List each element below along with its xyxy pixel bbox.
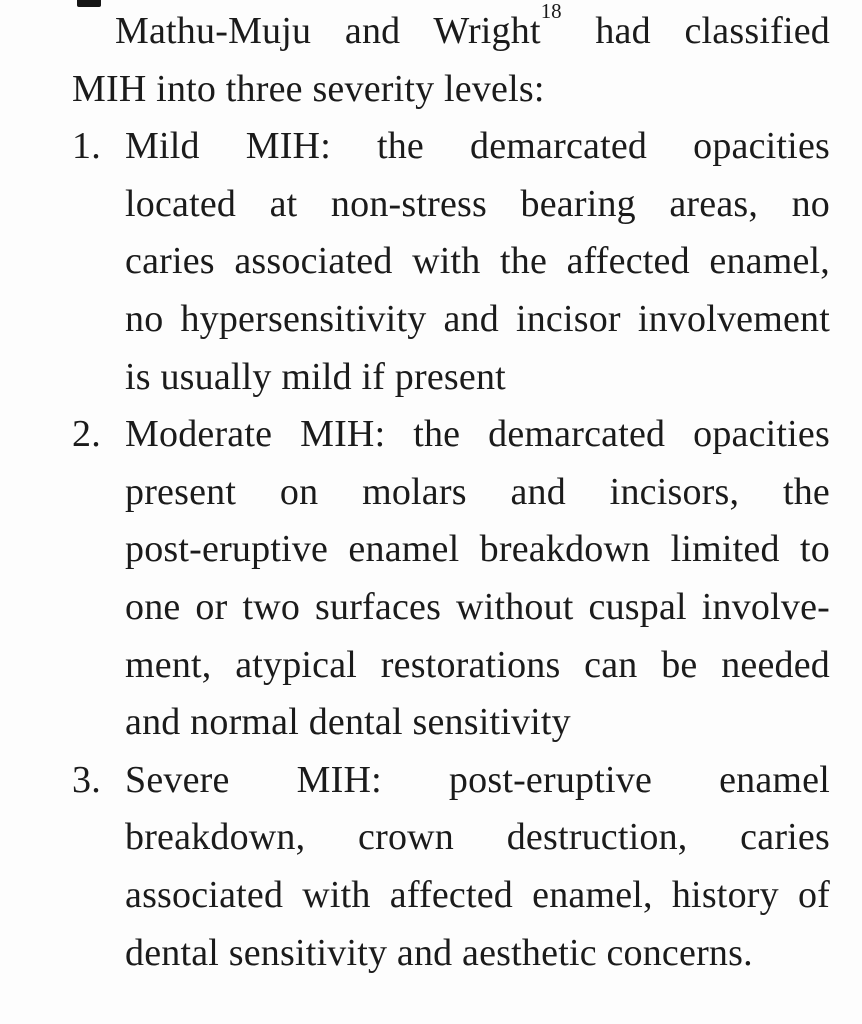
severity-list	[72, 118, 830, 982]
text-line: ment, atypical restorations can be needed	[125, 643, 830, 686]
text-line	[72, 0, 830, 61]
text-line: associated with affected enamel, history of	[125, 873, 830, 916]
list-item-number: 2.	[72, 413, 101, 456]
text-line: post-eruptive enamel breakdown limited to	[125, 528, 830, 571]
text-line: present on molars and incisors, the	[125, 470, 830, 513]
text-line: Moderate MIH: the demarcated opacities	[125, 413, 830, 456]
list-item-moderate	[72, 406, 830, 752]
text-block	[72, 0, 830, 982]
text-segment: Mathu-Muju and Wright	[115, 10, 541, 52]
list-item-number: 1.	[72, 125, 101, 168]
text-segment: had classified	[561, 10, 830, 52]
text-line: breakdown, crown destruction, caries	[125, 816, 830, 859]
text-line: one or two surfaces without cuspal involve-	[125, 585, 830, 628]
text-line: located at non-stress bearing areas, no	[125, 182, 830, 225]
intro-paragraph	[72, 0, 830, 118]
text-line: Mild MIH: the demarcated opacities	[125, 125, 830, 168]
text-line: is usually mild if present	[125, 355, 506, 398]
text-line: MIH into three severity levels:	[72, 67, 545, 110]
text-line: dental sensitivity and aesthetic concerns.	[125, 931, 753, 974]
reference-superscript: 18	[540, 0, 562, 24]
text-line: Severe MIH: post-eruptive enamel	[125, 758, 830, 801]
text-line: and normal dental sensitivity	[125, 701, 571, 744]
text-line: caries associated with the affected enamel,	[125, 240, 830, 283]
text-line: no hypersensitivity and incisor involvement	[125, 297, 830, 340]
list-item-severe	[72, 752, 830, 982]
list-item-mild	[72, 118, 830, 406]
list-item-number: 3.	[72, 758, 101, 801]
